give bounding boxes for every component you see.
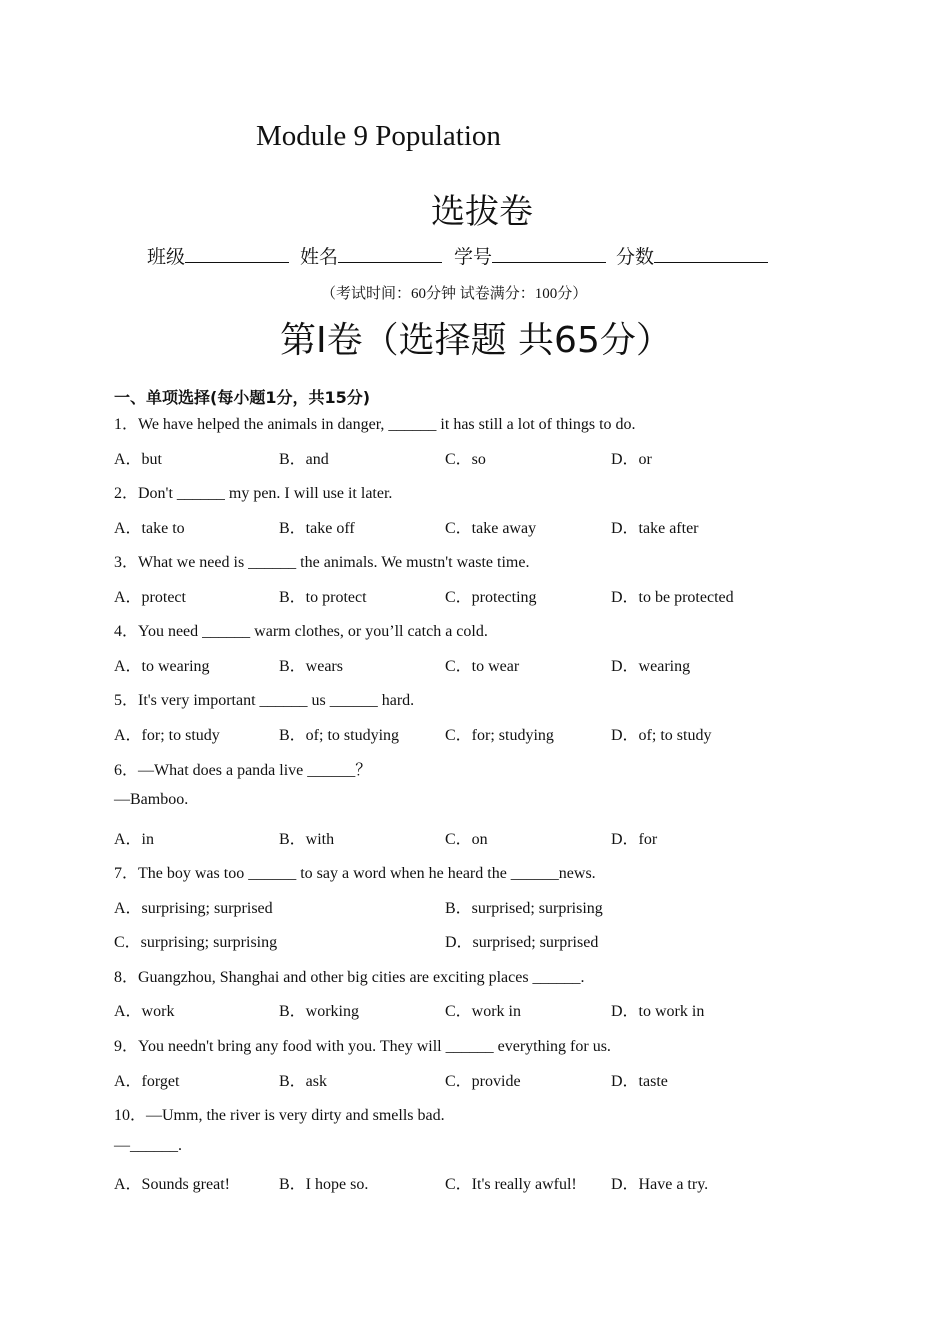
question-7-option-d: D．surprised; surprised [445,934,599,951]
question-8-option-a: A．work [114,1003,175,1020]
question-9-option-d: D．taste [611,1073,668,1090]
question-6-reply: —Bamboo. [114,791,189,808]
question-2-stem: 2．Don't ______ my pen. I will use it later. [114,485,393,502]
question-2-option-d: D．take after [611,520,699,537]
question-5-option-b: B．of; to studying [279,727,400,744]
question-8-stem: 8．Guangzhou, Shanghai and other big cities are exciting places ______. [114,969,585,986]
question-5-option-d: D．of; to study [611,727,712,744]
question-10-option-b: B．I hope so. [279,1176,369,1193]
question-1-option-a: A．but [114,451,163,468]
question-5-stem: 5．It's very important ______ us ______ hard. [114,692,415,709]
field-score-blank [654,244,768,263]
question-3-option-a: A．protect [114,589,186,606]
question-3-stem: 3．What we need is ______ the animals. We mustn't waste time. [114,554,530,571]
question-3-option-d: D．to be protected [611,589,734,606]
question-1-stem: 1．We have helped the animals in danger, ______ it has still a lot of things to do. [114,416,636,433]
question-3-option-c: C．protecting [445,589,537,606]
field-name-blank [338,244,442,263]
question-1-option-c: C．so [445,451,486,468]
question-10-option-a: A．Sounds great! [114,1176,230,1193]
field-class [147,242,289,269]
field-number [454,242,606,269]
part-title: 第I卷（选择题 共65分） [280,320,672,361]
question-6-option-a: A．in [114,831,155,848]
question-7-option-c: C．surprising; surprising [114,934,278,951]
document-title: Module 9 Population [256,120,501,152]
exam-note: （考试时间：60分钟 试卷满分：100分） [321,286,588,302]
question-4-option-c: C．to wear [445,658,520,675]
question-3-option-b: B．to protect [279,589,367,606]
question-8-option-d: D．to work in [611,1003,705,1020]
question-2-option-a: A．take to [114,520,185,537]
question-5-option-c: C．for; studying [445,727,554,744]
question-8-option-b: B．working [279,1003,360,1020]
question-7-option-b: B．surprised; surprising [445,900,603,917]
question-6-option-c: C．on [445,831,488,848]
question-10-stem: 10．—Umm, the river is very dirty and smells bad. [114,1107,445,1124]
question-7-option-a: A．surprising; surprised [114,900,273,917]
field-score [616,242,768,269]
question-10-option-c: C．It's really awful! [445,1176,577,1193]
question-5-option-a: A．for; to study [114,727,220,744]
question-9-option-a: A．forget [114,1073,180,1090]
question-6-stem: 6．—What does a panda live ______？ [114,762,372,779]
field-number-blank [492,244,606,263]
question-4-option-d: D．wearing [611,658,691,675]
question-4-option-a: A．to wearing [114,658,210,675]
question-7-stem: 7．The boy was too ______ to say a word when he heard the ______news. [114,865,596,882]
question-4-stem: 4．You need ______ warm clothes, or you’ll catch a cold. [114,623,488,640]
question-2-option-c: C．take away [445,520,537,537]
field-name [300,242,442,269]
question-9-stem: 9．You needn't bring any food with you. They will ______ everything for us. [114,1038,611,1055]
question-1-option-b: B．and [279,451,329,468]
field-name-label: 姓名 [300,246,339,268]
field-class-blank [185,244,289,263]
question-10-option-d: D．Have a try. [611,1176,709,1193]
question-2-option-b: B．take off [279,520,355,537]
question-4-option-b: B．wears [279,658,343,675]
question-6-option-b: B．with [279,831,335,848]
document-subtitle: 选拔卷 [431,192,533,232]
field-number-label: 学号 [454,246,493,268]
question-6-option-d: D．for [611,831,658,848]
question-10-reply: —______. [114,1137,182,1154]
question-9-option-c: C．provide [445,1073,521,1090]
question-1-option-d: D．or [611,451,652,468]
question-8-option-c: C．work in [445,1003,522,1020]
question-9-option-b: B．ask [279,1073,328,1090]
section-title: 一、单项选择(每小题1分，共15分) [114,388,371,407]
field-class-label: 班级 [147,246,186,268]
field-score-label: 分数 [616,246,655,268]
